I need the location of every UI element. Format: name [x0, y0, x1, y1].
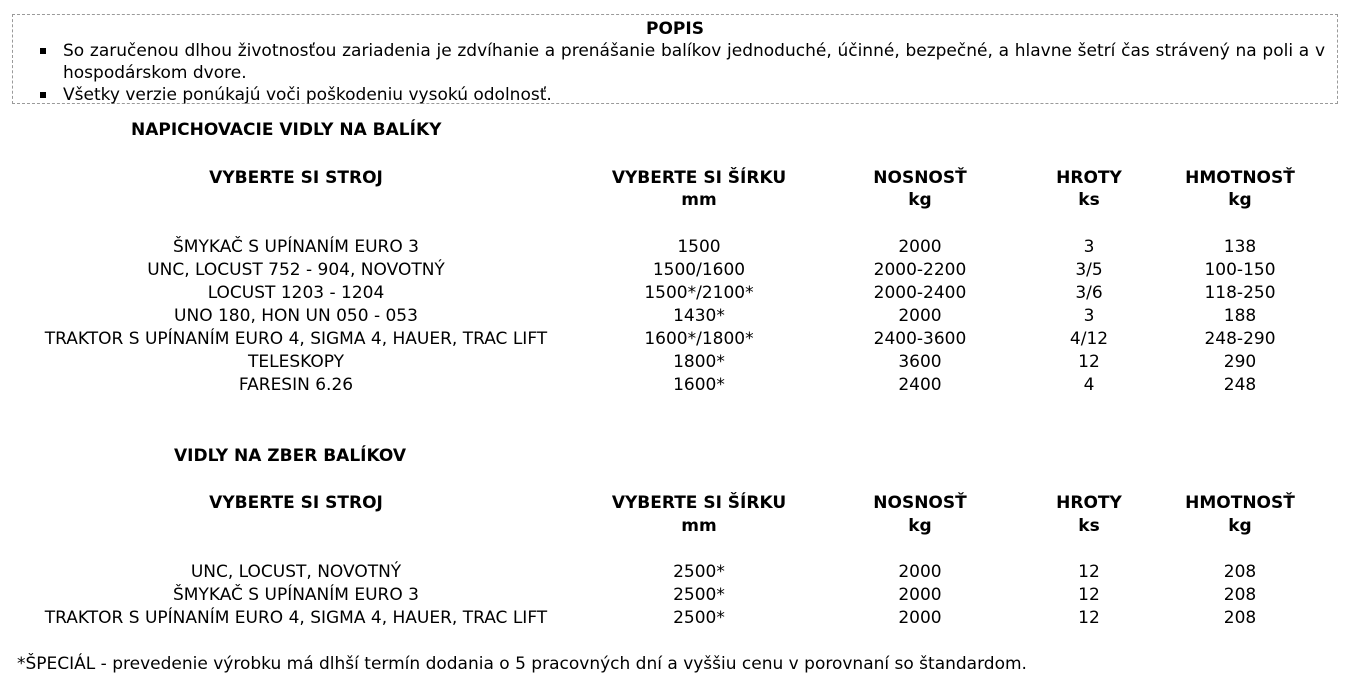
bullet-icon	[40, 92, 46, 98]
cell-width: 1500/1600	[652, 260, 746, 280]
footnote: *ŠPECIÁL - prevedenie výrobku má dlhší termín dodania o 5 pracovných dní a vyššiu cenu v porovnaní so štandardom.	[17, 654, 1027, 674]
cell-weight: 248	[1223, 375, 1257, 395]
cell-machine: UNC, LOCUST, NOVOTNÝ	[190, 562, 402, 582]
cell-width: 1430*	[673, 306, 725, 326]
header-tines-unit: ks	[1078, 190, 1100, 210]
description-item	[63, 84, 1325, 106]
cell-capacity: 2000	[898, 306, 942, 326]
cell-capacity: 3600	[898, 352, 942, 372]
header-machine: VYBERTE SI STROJ	[209, 493, 383, 513]
header-width: VYBERTE SI ŠÍRKU	[611, 168, 787, 188]
bullet-icon	[40, 48, 46, 54]
header-weight: HMOTNOSŤ	[1185, 168, 1295, 188]
cell-width: 1800*	[673, 352, 725, 372]
cell-weight: 208	[1223, 562, 1257, 582]
cell-width: 2500*	[673, 585, 725, 605]
cell-machine: TELESKOPY	[248, 352, 344, 372]
cell-machine: UNO 180, HON UN 050 - 053	[174, 306, 418, 326]
cell-weight: 208	[1223, 608, 1257, 628]
cell-tines: 4	[1083, 375, 1095, 395]
header-capacity: NOSNOSŤ	[873, 493, 967, 513]
cell-width: 1500	[677, 237, 721, 257]
header-capacity-unit: kg	[908, 190, 932, 210]
cell-width: 2500*	[673, 562, 725, 582]
cell-weight: 118-250	[1204, 283, 1276, 303]
description-text: So zaručenou dlhou životnosťou zariadenia je zdvíhanie a prenášanie balíkov jednoduché, účinné, bezpečné, a hlavne šetrí čas strávený na poli a v hospodárskom dvore.	[63, 41, 1325, 83]
section-title-napichovacie: NAPICHOVACIE VIDLY NA BALÍKY	[131, 120, 442, 140]
header-tines: HROTY	[1056, 168, 1122, 188]
cell-machine: FARESIN 6.26	[238, 375, 354, 395]
cell-machine: TRAKTOR S UPÍNANÍM EURO 4, SIGMA 4, HAUER, TRAC LIFT	[44, 329, 548, 349]
cell-capacity: 2000	[898, 608, 942, 628]
header-width: VYBERTE SI ŠÍRKU	[611, 493, 787, 513]
cell-tines: 12	[1078, 608, 1100, 628]
description-title: POPIS	[646, 19, 704, 39]
cell-machine: ŠMYKAČ S UPÍNANÍM EURO 3	[173, 585, 419, 605]
cell-weight: 208	[1223, 585, 1257, 605]
cell-weight: 188	[1223, 306, 1257, 326]
cell-capacity: 2000-2400	[873, 283, 967, 303]
header-tines-unit: ks	[1078, 516, 1100, 536]
cell-capacity: 2000	[898, 237, 942, 257]
header-weight: HMOTNOSŤ	[1185, 493, 1295, 513]
cell-tines: 3/6	[1075, 283, 1103, 303]
header-weight-unit: kg	[1228, 516, 1252, 536]
header-capacity-unit: kg	[908, 516, 932, 536]
header-width-unit: mm	[681, 516, 717, 536]
header-width-unit: mm	[681, 190, 717, 210]
cell-tines: 12	[1078, 585, 1100, 605]
cell-weight: 138	[1223, 237, 1257, 257]
cell-capacity: 2000	[898, 562, 942, 582]
description-item	[63, 40, 1325, 84]
header-machine: VYBERTE SI STROJ	[209, 168, 383, 188]
cell-machine: TRAKTOR S UPÍNANÍM EURO 4, SIGMA 4, HAUER, TRAC LIFT	[44, 608, 548, 628]
cell-tines: 12	[1078, 352, 1100, 372]
description-box	[12, 14, 1338, 104]
cell-width: 1500*/2100*	[644, 283, 754, 303]
cell-machine: LOCUST 1203 - 1204	[207, 283, 385, 303]
header-tines: HROTY	[1056, 493, 1122, 513]
cell-tines: 12	[1078, 562, 1100, 582]
header-capacity: NOSNOSŤ	[873, 168, 967, 188]
cell-width: 2500*	[673, 608, 725, 628]
cell-width: 1600*	[673, 375, 725, 395]
cell-width: 1600*/1800*	[644, 329, 754, 349]
cell-weight: 100-150	[1204, 260, 1276, 280]
cell-capacity: 2000	[898, 585, 942, 605]
cell-weight: 248-290	[1204, 329, 1276, 349]
cell-machine: ŠMYKAČ S UPÍNANÍM EURO 3	[173, 237, 419, 257]
section-title-zber: VIDLY NA ZBER BALÍKOV	[174, 446, 407, 466]
cell-capacity: 2400-3600	[873, 329, 967, 349]
cell-capacity: 2000-2200	[873, 260, 967, 280]
description-text: Všetky verzie ponúkajú voči poškodeniu vysokú odolnosť.	[63, 85, 552, 105]
cell-machine: UNC, LOCUST 752 - 904, NOVOTNÝ	[147, 260, 445, 280]
cell-weight: 290	[1223, 352, 1257, 372]
cell-tines: 3	[1083, 306, 1095, 326]
cell-tines: 3	[1083, 237, 1095, 257]
header-weight-unit: kg	[1228, 190, 1252, 210]
cell-tines: 4/12	[1069, 329, 1109, 349]
cell-capacity: 2400	[898, 375, 942, 395]
cell-tines: 3/5	[1075, 260, 1103, 280]
